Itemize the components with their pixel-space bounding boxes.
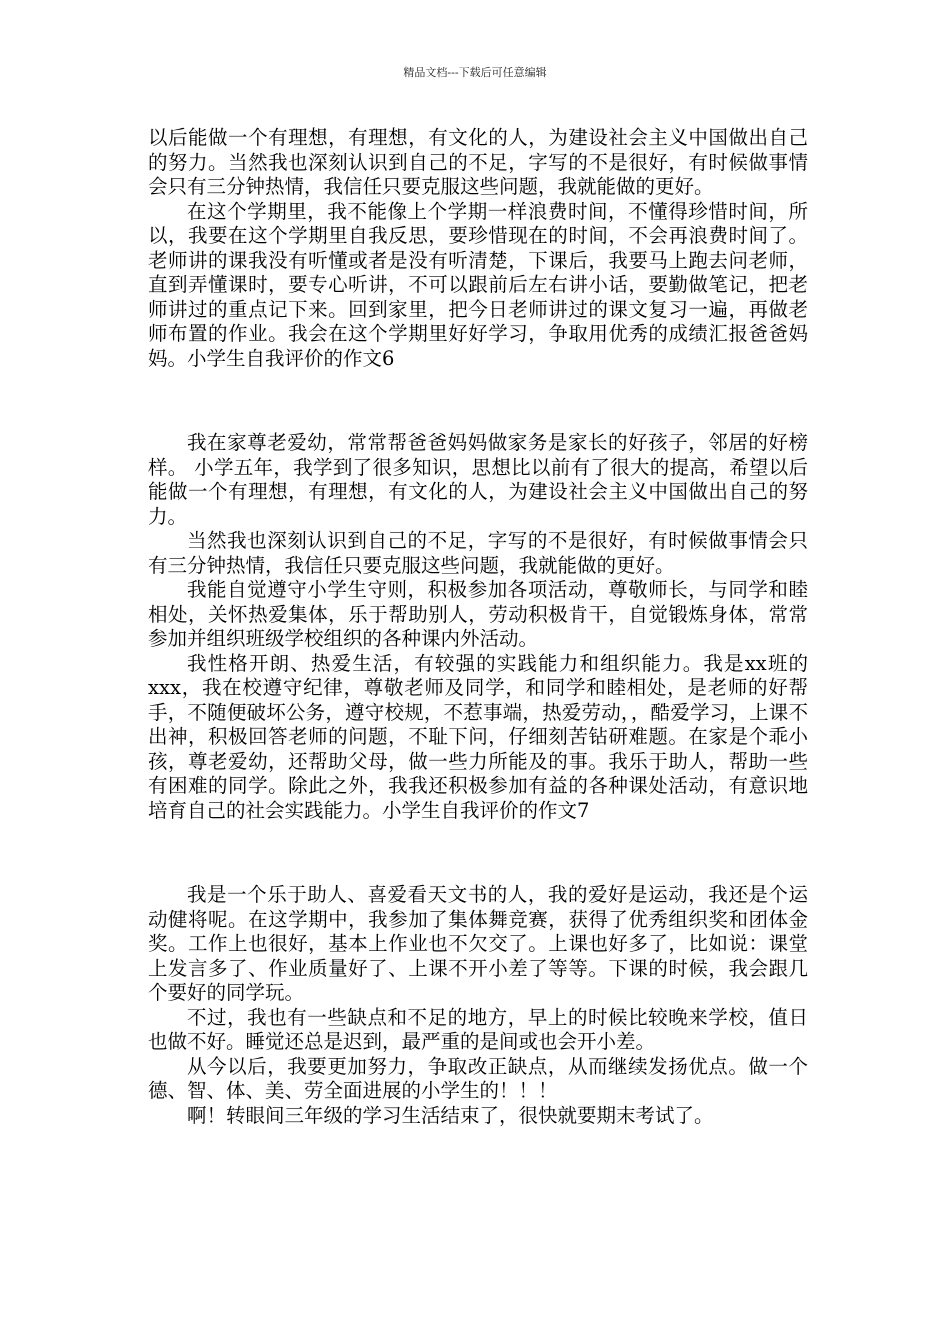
paragraph: 以后能做一个有理想，有理想，有文化的人，为建设社会主义中国做出自己的努力。当然我也深刻认识到自己的不足，字写的不是很好，有时候做事情会只有三分钟热情，我信任只要克服这些问题，我就能做的更好。 [148, 126, 808, 198]
paragraph: 从今以后，我要更加努力，争取改正缺点，从而继续发扬优点。做一个德、智、体、美、劳全面进展的小学生的！！！ [148, 1054, 808, 1102]
section-gap [148, 371, 808, 431]
paragraph: 啊！转眼间三年级的学习生活结束了，很快就要期末考试了。 [187, 1103, 714, 1127]
section-gap [148, 823, 808, 883]
paragraph: 在这个学期里，我不能像上个学期一样浪费时间，不懂得珍惜时间，所以，我要在这个学期里自我反思，要珍惜现在的时间，不会再浪费时间了。老师讲的课我没有听懂或者是没有听清楚，下课后，我要马上跑去问老师，直到弄懂课时，要专心听讲，不可以跟前后左右讲小话，要勤做笔记，把老师讲过的重点记下来。回到家里，把今日老师讲过的课文复习一遍，再做老师布置的作业。我会在这个学期里好好学习，争取用优秀的成绩汇报爸爸妈妈。小学生自我评价的作文6 [148, 199, 808, 370]
paragraph: 我性格开朗、热爱生活，有较强的实践能力和组织能力。我是xx班的xxx，我在校遵守纪律，尊敬老师及同学，和同学和睦相处，是老师的好帮手，不随便破坏公务，遵守校规，不惹事端，热爱劳动，，酷爱学习，上课不出神，积极回答老师的问题，不耻下问，仔细刻苦钻研难题。在家是个乖小孩，尊老爱幼，还帮助父母，做一些力所能及的事。我乐于助人，帮助一些有困难的同学。除此之外，我我还积极参加有益的各种课处活动，有意识地培育自己的社会实践能力。小学生自我评价的作文7 [148, 651, 808, 822]
paragraph: 我在家尊老爱幼，常常帮爸爸妈妈做家务是家长的好孩子，邻居的好榜样。 小学五年，我学到了很多知识，思想比以前有了很大的提高，希望以后能做一个有理想，有理想，有文化的人，为建设社会主义中国做出自己的努力。 [148, 431, 808, 528]
page-header: 精品文档---下载后可任意编辑 [403, 66, 547, 79]
paragraph: 我是一个乐于助人、喜爱看天文书的人，我的爱好是运动，我还是个运动健将呢。在这学期中，我参加了集体舞竞赛，获得了优秀组织奖和团体金奖。工作上也很好，基本上作业也不欠交了。上课也好多了，比如说：课堂上发言多了、作业质量好了、上课不开小差了等等。下课的时候，我会跟几个要好的同学玩。 [148, 883, 808, 1004]
paragraph: 当然我也深刻认识到自己的不足，字写的不是很好，有时候做事情会只有三分钟热情，我信任只要克服这些问题，我就能做的更好。 [148, 529, 808, 577]
paragraph: 我能自觉遵守小学生守则，积极参加各项活动，尊敬师长，与同学和睦相处，关怀热爱集体，乐于帮助别人，劳动积极肯干，自觉锻炼身体，常常参加并组织班级学校组织的各种课内外活动。 [148, 578, 808, 650]
paragraph: 不过，我也有一些缺点和不足的地方，早上的时候比较晚来学校，值日也做不好。睡觉还总是迟到，最严重的是间或也会开小差。 [148, 1005, 808, 1053]
document-body [148, 126, 808, 1128]
